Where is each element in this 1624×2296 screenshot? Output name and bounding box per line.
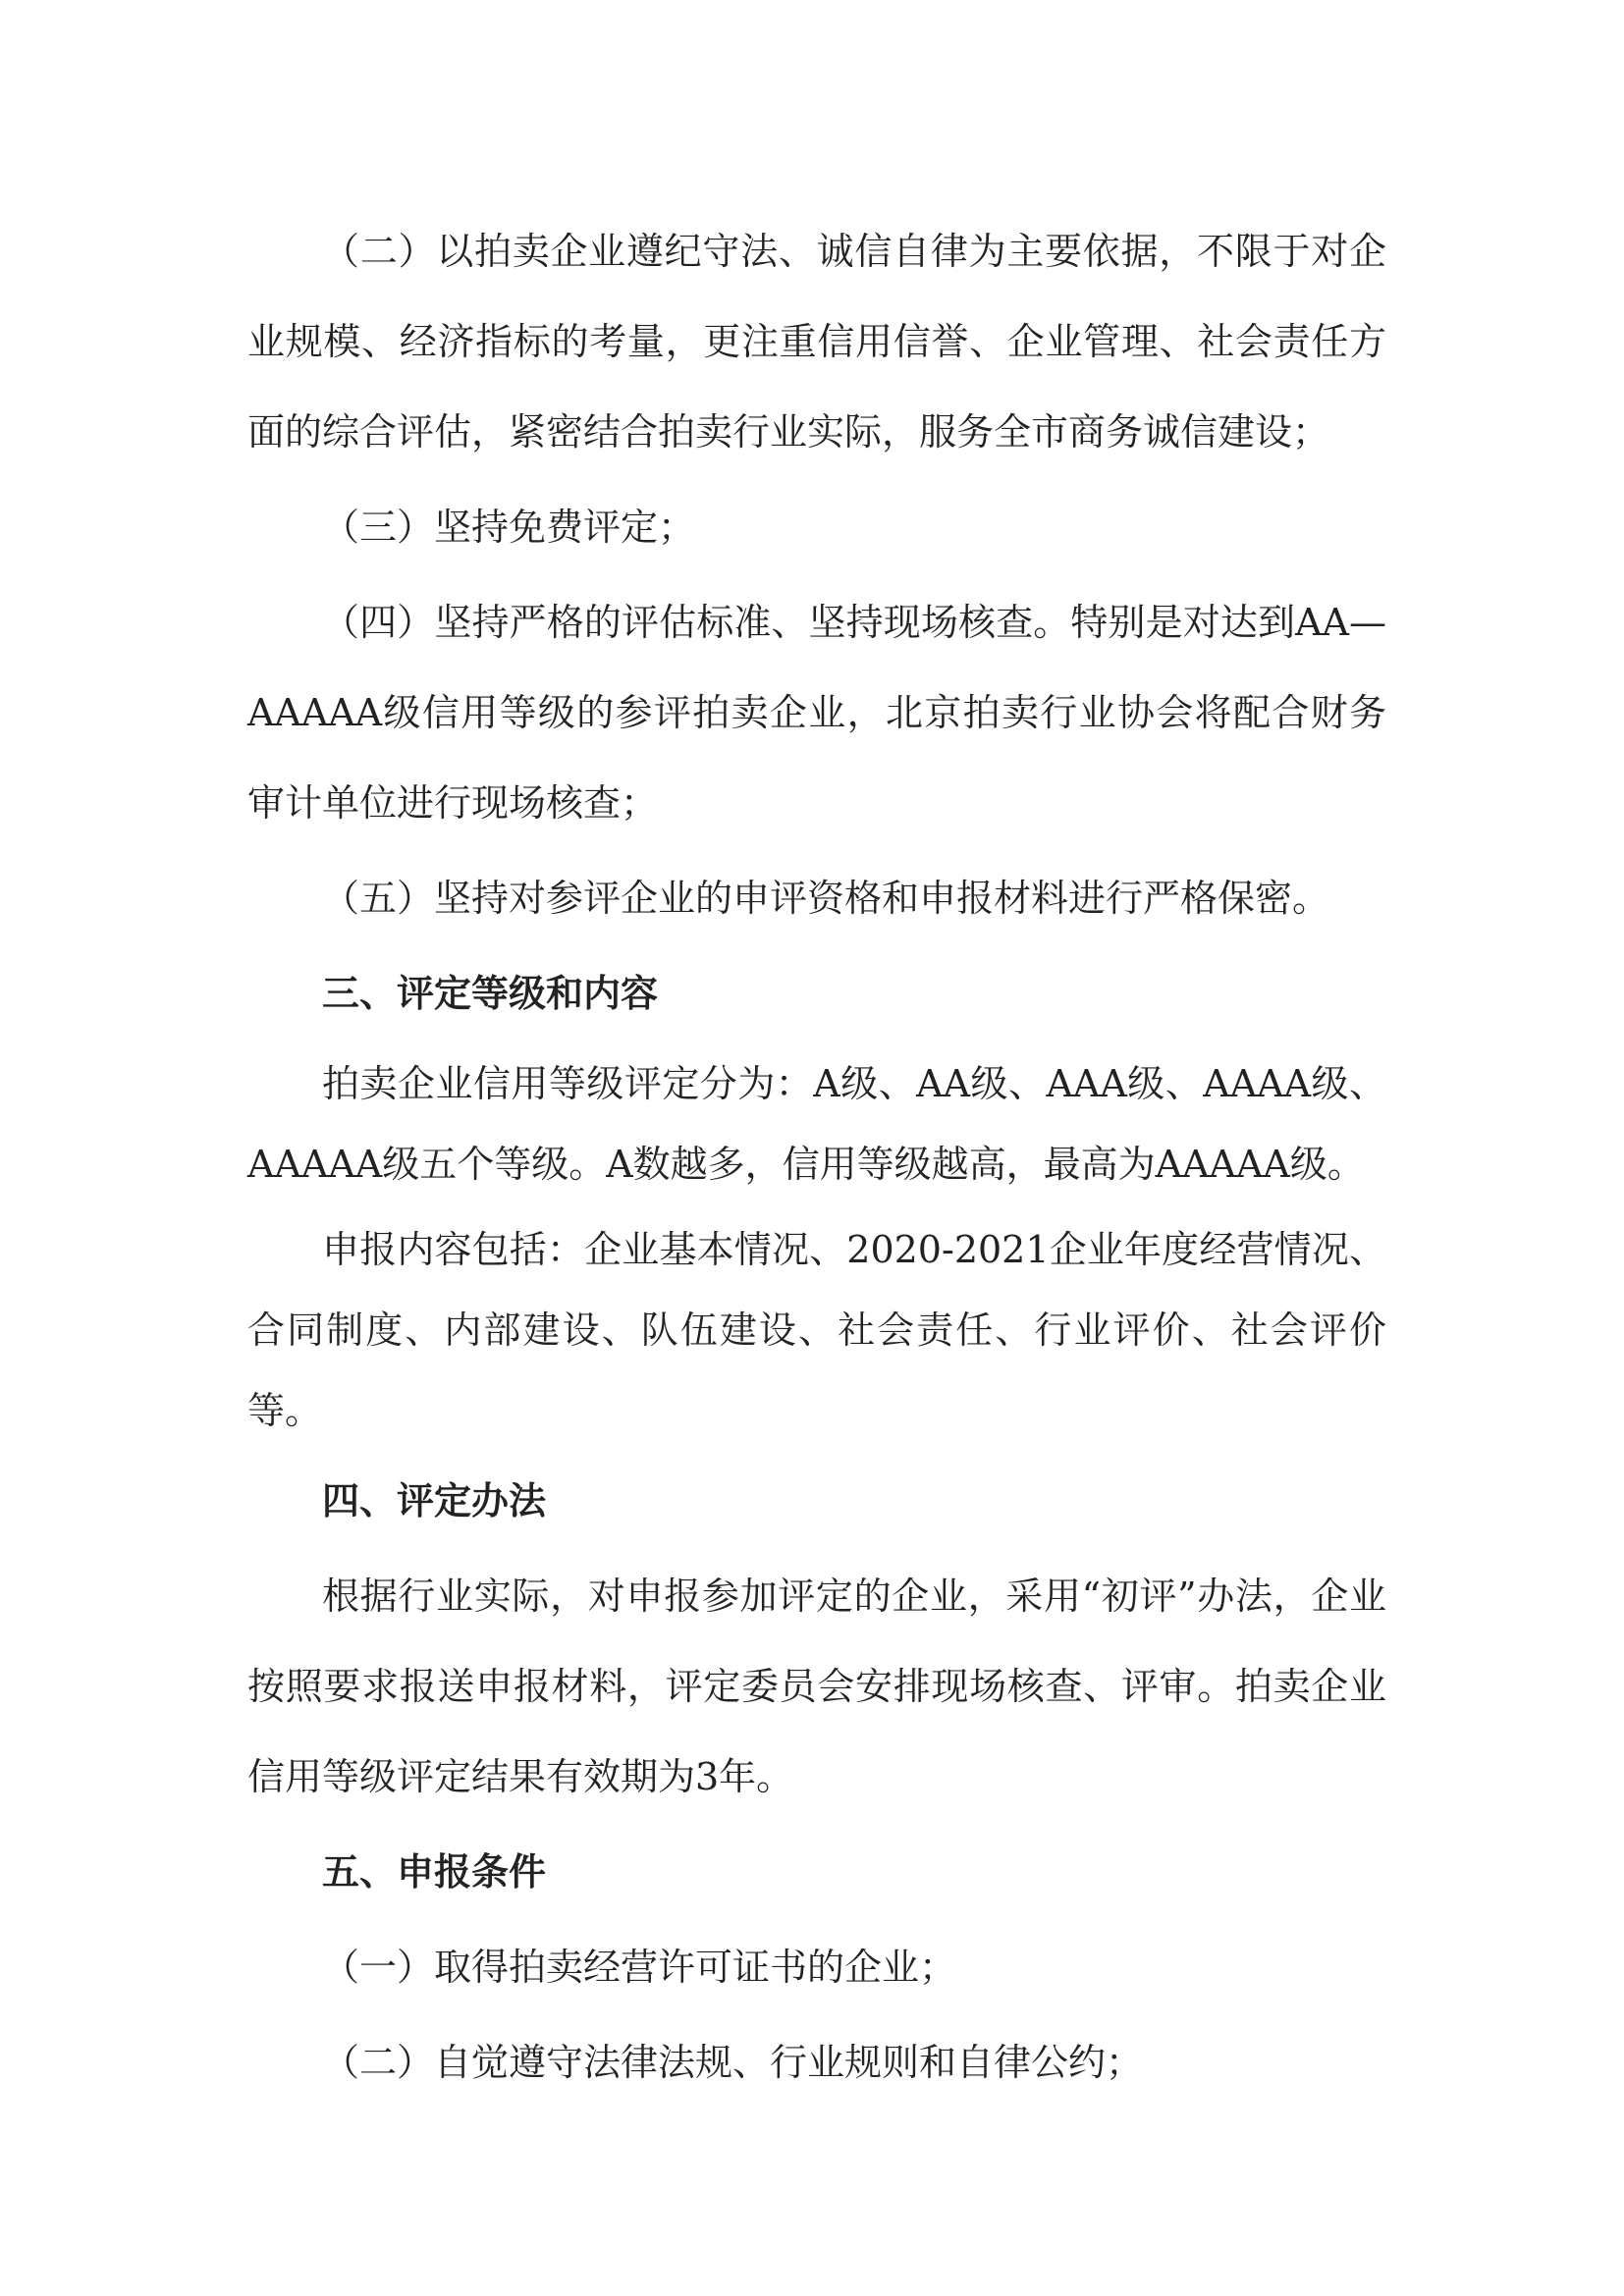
section-heading-3: 三、评定等级和内容 bbox=[322, 972, 659, 1015]
paragraph-condition-1: （一）取得拍卖经营许可证书的企业； bbox=[322, 1946, 957, 1989]
section-heading-5: 五、申报条件 bbox=[322, 1850, 547, 1894]
paragraph-condition-2: （二）自觉遵守法律法规、行业规则和自律公约； bbox=[322, 2041, 1144, 2084]
paragraph-principle-2: （二）以拍卖企业遵纪守法、诚信自律为主要依据，不限于对企业规模、经济指标的考量，更注重信用信誉、企业管理、社会责任方面的综合评估，紧密结合拍卖行业实际，服务全市商务诚信建设； bbox=[247, 230, 1386, 454]
section-heading-4: 四、评定办法 bbox=[322, 1479, 547, 1522]
paragraph-principle-4: （四）坚持严格的评估标准、坚持现场核查。特别是对达到AA—AAAAA级信用等级的参评拍卖企业，北京拍卖行业协会将配合财务审计单位进行现场核查； bbox=[247, 601, 1386, 825]
paragraph-levels: 拍卖企业信用等级评定分为：A级、AA级、AAA级、AAAA级、AAAAA级五个等级。A数越多，信用等级越高，最高为AAAAA级。 bbox=[247, 1062, 1386, 1186]
paragraph-principle-5: （五）坚持对参评企业的申评资格和申报材料进行严格保密。 bbox=[322, 877, 1330, 920]
document-page bbox=[247, 206, 1386, 2112]
paragraph-method: 根据行业实际，对申报参加评定的企业，采用“初评”办法，企业按照要求报送申报材料，评定委员会安排现场核查、评审。拍卖企业信用等级评定结果有效期为3年。 bbox=[247, 1575, 1386, 1798]
paragraph-principle-3: （三）坚持免费评定； bbox=[322, 506, 696, 549]
paragraph-contents: 申报内容包括：企业基本情况、2020-2021企业年度经营情况、合同制度、内部建设、队伍建设、社会责任、行业评价、社会评价等。 bbox=[247, 1228, 1386, 1432]
